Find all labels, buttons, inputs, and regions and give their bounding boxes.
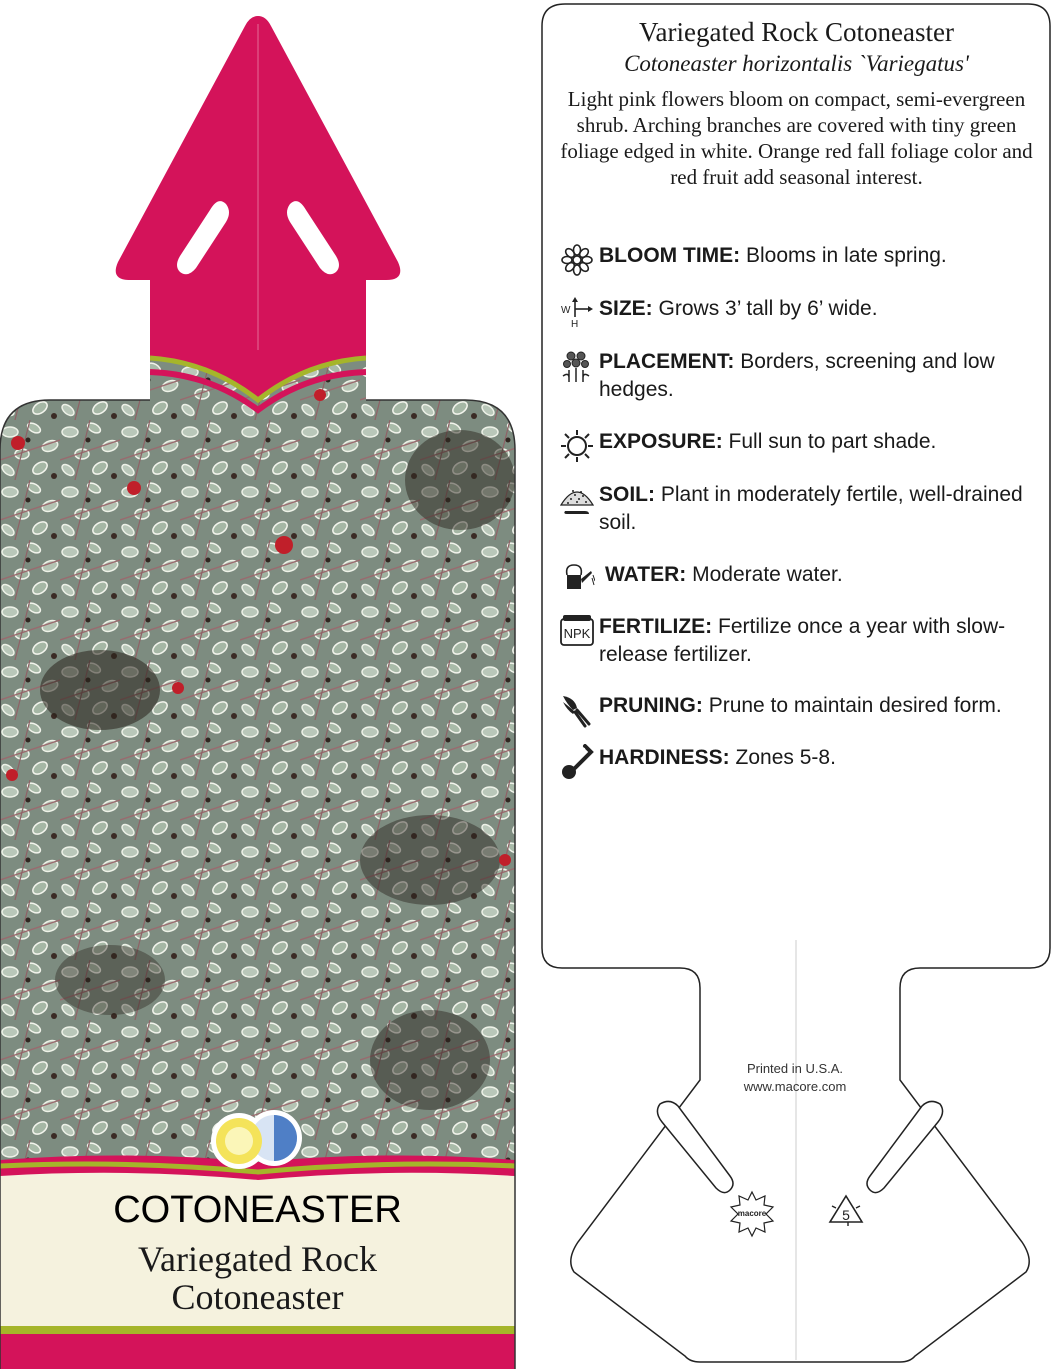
attr-value: Plant in moderately fertile, well-drained soil. bbox=[599, 483, 1023, 534]
attr-label: PRUNING: bbox=[599, 694, 703, 717]
attr-value: Blooms in late spring. bbox=[746, 244, 947, 267]
plant-description: Light pink flowers bloom on compact, semi-evergreen shrub. Arching branches are covered with tiny green foliage edged in white. Orange red fall foliage color and red fruit add seasonal interest. bbox=[560, 87, 1033, 189]
attr-label: PLACEMENT: bbox=[599, 350, 735, 373]
sun-shade-badge bbox=[211, 1110, 302, 1169]
placement-flowers-icon bbox=[559, 348, 595, 384]
attr-label: SOIL: bbox=[599, 483, 655, 506]
attr-pruning bbox=[559, 692, 1039, 720]
common-name-line-2: Cotoneaster bbox=[171, 1277, 344, 1317]
npk-text: NPK bbox=[563, 626, 591, 641]
attr-label: SIZE: bbox=[599, 297, 653, 320]
attr-value: Zones 5-8. bbox=[735, 746, 836, 769]
attr-size bbox=[559, 295, 1039, 330]
front-label bbox=[0, 1188, 515, 1316]
attr-exposure bbox=[559, 428, 1039, 456]
watering-can-icon bbox=[559, 561, 595, 597]
macore-logo-text: macore bbox=[737, 1209, 767, 1218]
genus-name: COTONEASTER bbox=[113, 1189, 402, 1231]
attr-label: WATER: bbox=[605, 563, 687, 586]
website: www.macore.com bbox=[743, 1079, 847, 1094]
npk-bag-icon bbox=[559, 613, 595, 649]
common-name-line-1: Variegated Rock bbox=[138, 1239, 377, 1279]
printed-in: Printed in U.S.A. bbox=[746, 1061, 844, 1076]
recycle-number: 5 bbox=[842, 1207, 850, 1223]
soil-pile-icon bbox=[559, 481, 595, 517]
attr-hardiness bbox=[559, 744, 1039, 772]
latin-name: Cotoneaster horizontalis `Variegatus' bbox=[624, 51, 969, 76]
back-header bbox=[545, 14, 1048, 190]
attr-label: EXPOSURE: bbox=[599, 430, 723, 453]
attr-label: FERTILIZE: bbox=[599, 615, 713, 638]
front-tag bbox=[0, 16, 515, 1369]
attr-value: Grows 3’ tall by 6’ wide. bbox=[658, 297, 878, 320]
sun-icon bbox=[559, 428, 595, 464]
attr-value: Prune to maintain desired form. bbox=[708, 694, 1002, 717]
attr-value: Borders, screening and low hedges. bbox=[599, 350, 995, 401]
common-name bbox=[0, 1240, 515, 1316]
attr-value: Moderate water. bbox=[692, 563, 843, 586]
pruners-icon bbox=[559, 692, 595, 728]
plant-title: Variegated Rock Cotoneaster bbox=[639, 17, 954, 47]
printed-info bbox=[700, 1060, 890, 1096]
attr-value: Full sun to part shade. bbox=[728, 430, 937, 453]
attr-soil bbox=[559, 481, 1039, 537]
attr-fertilize bbox=[559, 613, 1039, 669]
flower-icon bbox=[559, 242, 595, 278]
size-arrows-icon bbox=[559, 295, 595, 331]
attr-water bbox=[559, 561, 1039, 589]
size-h-letter: H bbox=[571, 319, 579, 330]
attr-value: Fertilize once a year with slow-release fertilizer. bbox=[599, 615, 1006, 666]
attr-bloom-time bbox=[559, 242, 1039, 270]
size-w-letter: W bbox=[561, 305, 571, 316]
attr-label: HARDINESS: bbox=[599, 746, 730, 769]
thermometer-icon bbox=[559, 744, 595, 780]
attr-label: BLOOM TIME: bbox=[599, 244, 741, 267]
attr-placement bbox=[559, 348, 1039, 404]
